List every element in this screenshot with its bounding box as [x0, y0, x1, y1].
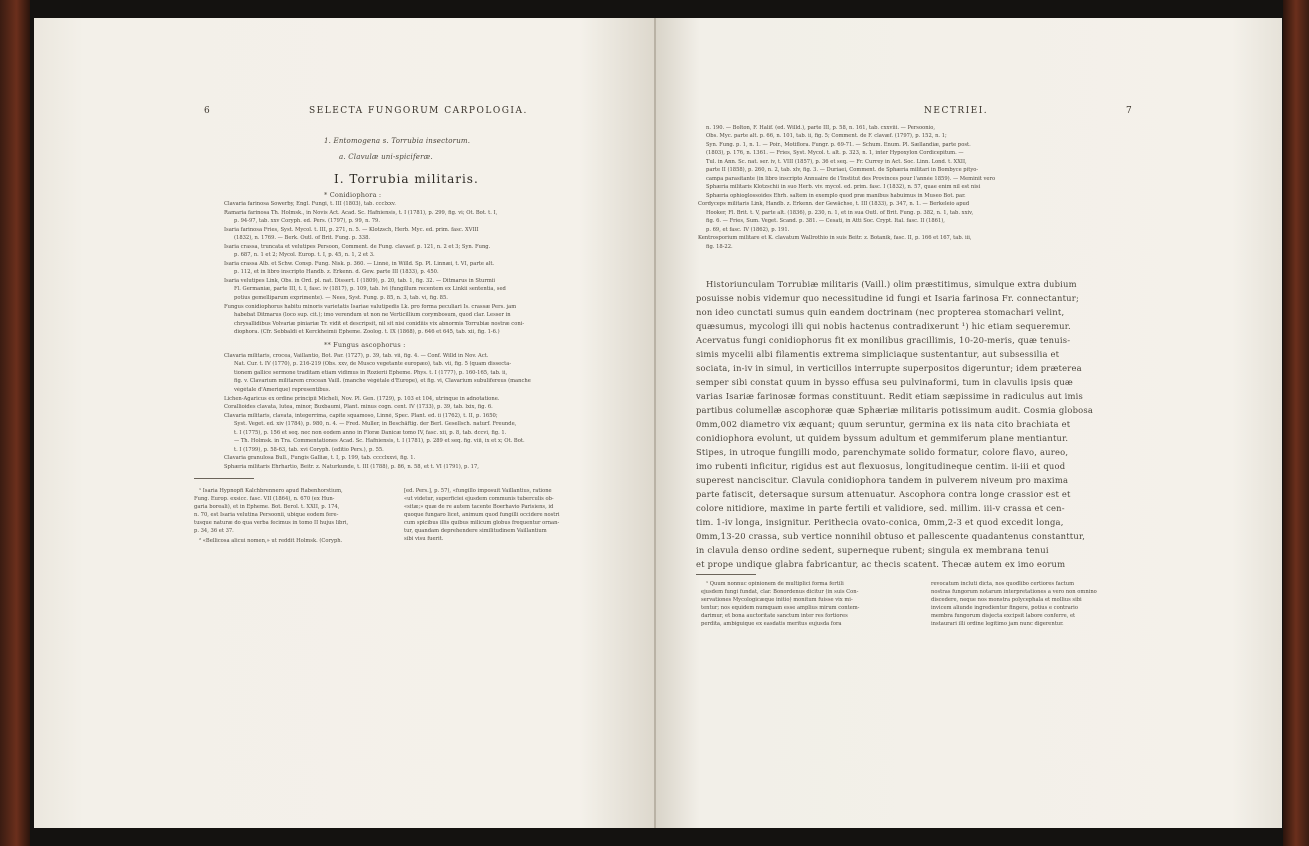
text-line: Cordyceps militaris Link, Handb. z. Erkenn. der Gewächse, t. III (1833), p. 347, n. 1. — Berkeleio apud: [698, 201, 970, 207]
text-line: diophora. (Cfr. Sebbaldi et Kerckheimii Epheme. Zoolog. t. IX (1868), p. 646 et 645, tab. xii, fig. 1-6.): [234, 329, 500, 335]
section-title: I. Torrubia militaris.: [334, 172, 479, 186]
footnote-line: Fung. Europ. exsicc. fasc. VII (1864), n. 670 (ex Hun-: [194, 496, 335, 502]
text-line: Fl. Germaniæ, parte III, t. I, fasc. iv (1817), p. 109, tab. lvi (fungillum recentem ex Linkii sententia, sed: [234, 286, 506, 292]
paragraph-line: superest nanciscitur. Clavula conidiophora tandem in pulverem niveum pro maxima: [696, 475, 1069, 485]
text-line: fig. v. Clavarium militarem crocean Vaill. (manche végétale d'Europe), et fig. vi, Clavarium subulifereus (manche: [234, 378, 531, 384]
text-line: Sphæria ophioglossoides Ehrh. saltem in exemplo quod præ manibus habuimus in Museo Bot. par.: [706, 193, 966, 199]
text-line: — Th. Holmsk. in Tra. Commentationes Acad. Sc. Hafniensis, t. I (1781), p. 289 et seq. fig. viii, ix et x; Ot. Bot.: [234, 438, 525, 444]
paragraph-line: sociata, in-iv in simul, in verticillos interrupte superpositos digeruntur; idem præterea: [696, 363, 1082, 373]
text-line: fig. 6. — Fries, Sum. Veget. Scand. p. 381. — Cesati, in Atti Soc. Crypt. Ital. fasc. II (1861),: [706, 218, 945, 224]
footnote-line: revocatum incluti dicta, nos quodlibo certiores factum: [931, 581, 1074, 587]
footnote-line: servationes Mycologicæque initio) monitum fuisse vix mi-: [701, 597, 853, 603]
text-line: Hooker, Fl. Brit. t. V, parte alt. (1836), p. 230, n. 1, et in sua Outl. of Brit. Fung. p. 382, n. 1, tab. xxiv,: [706, 210, 974, 216]
text-line: Isaria farinosa Fries, Syst. Mycol. t. III, p. 271, n. 5. — Klotzsch, Herb. Myc. ed. prim. fasc. XVIII: [224, 227, 479, 233]
footnote-line: ¹ Quum nonnuc opinionem de multiplici forma fertili: [706, 581, 844, 587]
text-line: potius gemelliparum exprimente). — Nees, Syst. Fung. p. 85, n. 3, tab. vi, fig. 85.: [234, 295, 448, 301]
text-line: n. 190. — Bolton, F. Halif. (ed. Willd.), parte III, p. 58, n. 161, tab. cxxviii. — Persoonio,: [706, 125, 935, 131]
text-line: habebat Ditmarus (loco sup. cit.); imo verendum ut non ne Verticillium corymbosum, quod clar. Lesser in: [234, 312, 511, 318]
text-line: Clavaria farinosa Sowerby, Engl. Fungi, t. III (1803), tab. ccclxxv.: [224, 201, 396, 207]
paragraph-line: imo rubenti inficitur, rigidus est aut flexuosus, longitudineque centim. ii-iii et quod: [696, 461, 1066, 471]
text-line: Isaria crassa, truncata et velutipes Persoon, Comment. de Fung. clavaef. p. 121, n. 2 et 3; Syn. Fung.: [224, 244, 491, 250]
paragraph-line: parte fatiscit, detersaque sursum attenuatur. Ascophora contra longe crassior est et: [696, 489, 1071, 499]
paragraph-line: Acervatus fungi conidiophorus fit ex monilibus gracillimis, 10-20-meris, quæ tenuis-: [696, 335, 1071, 345]
paragraph-line: posuisse nobis videmur quo necessitudine id fungi et Isaria farinosa Fr. connectantur;: [696, 293, 1079, 303]
paragraph-line: 0mm,002 diametro vix æquant; quum seruntur, germina ex iis nata cito brachiata et: [696, 419, 1071, 429]
text-line: p. 112, et in libro inscripto Handb. z. Erkenn. d. Gew. parte III (1833), p. 450.: [234, 269, 439, 275]
text-line: fig. 18-22.: [706, 244, 733, 250]
footnote-line: «sitæ;» quæ de re autem tacente Boerhavio Parisiens, id: [404, 504, 554, 510]
text-line: Ramaria farinosa Th. Holmsk., in Novis Act. Acad. Sc. Hafniensis, t. I (1781), p. 299, fig. vi; Ot. Bot. t. I,: [224, 210, 498, 216]
text-line: Syst. Veget. ed. xiv (1784), p. 980, n. 4. — Fred. Muller, in Beschäftig. der Berl. Gesellsch. naturf. Freunde,: [234, 421, 517, 427]
text-line: parte II (1858), p. 260, n. 2, tab. xlv, fig. 3. — Duriaei, Comment. de Sphæria militari in Bombyce pityo-: [706, 167, 979, 173]
text-line: Obs. Myc. parte alt. p. 66, n. 101, tab. ii, fig. 5; Comment. de F. clavæf. (1797), p. 152, n. 1;: [706, 133, 947, 139]
footnote-line: discedere, neque nos monstra polycephala et mollius sibi: [931, 597, 1082, 603]
text-line: tionem gallice sermone traditam etiam vidimus in Rozierii Epheme. Phys. t. I (1777), p. 160-165, tab. ii,: [234, 370, 508, 376]
text-line: Kentrosporium militare et K. clavatum Wallrothio in suis Beitr. z. Botanik, fasc. II, p. 166 et 167, tab. iii,: [698, 235, 972, 241]
text-line: Lichen-Agaricus ex ordine principii Micheli, Nov. Pl. Gen. (1729), p. 103 et 104, utrinque in adnotatione.: [224, 396, 500, 402]
footnote-line: garia boreali), et in Epheme. Bot. Berol. t. XXII, p. 174,: [194, 504, 340, 510]
footnote-line: nostras fungorum notarum interpretationes a vero non omnino: [931, 589, 1097, 595]
footnote-line: perdita, ambiguique ex easdatis meritus eujusda fora: [701, 621, 842, 627]
text-line: Corallioides clavata, lutea, minor, Buxbaumi, Plant. minus cogn. cent. IV (1733), p. 39, tab. lxix, fig. 6.: [224, 404, 493, 410]
footnote-line: [ed. Pers.], p. 57), «fungillo imposuit Vaillantius, ratione: [404, 488, 552, 494]
paragraph-line: Stipes, in utroque fungilli modo, parenchymate solido formatur, colore flavo, aureo,: [696, 447, 1069, 457]
text-line: Sphæria militaris Klotzschii in suo Herb. viv. mycol. ed. prim. fasc. I (1832), n. 57, quae enim nil est nisi: [706, 184, 981, 190]
paragraph-line: in clavula denso ordine sedent, superneque rubent; singula ex membrana tenui: [696, 545, 1049, 555]
text-line: campa parasitante (in libro inscripto Annuaire de l'Institut des Provinces pour l'année 1859). — Meminit vero: [706, 176, 996, 182]
paragraph-line: simis mycelii albi filamentis extrema simpliciaque sustentantur, aut subsessilia et: [696, 349, 1060, 359]
paragraph-line: et prope undique glabra fabricantur, ac thecis scatent. Thecæ autem ex imo eorum: [696, 559, 1066, 569]
text-line: p. 94-97, tab. xxv Coryph. ed. Pers. (1797), p. 99, n. 79.: [234, 218, 380, 224]
text-line: Clavaria militaris, crocea, Vaillantio, Bot. Par. (1727), p. 39, tab. vii, fig. 4. — Conf. Willd in Nov. Act.: [224, 353, 489, 359]
text-line: chrysallidibus Volvariæ piniariæ Tr. vidit et descripsit, nil sit nisi conidiiis vix abnormis Torrubiæ nostræ coni-: [234, 321, 525, 327]
footnote-line: ² «Bellicosa alicui nomen,» ut reddit Holmsk. (Coryph.: [199, 538, 343, 544]
left-page: [34, 18, 654, 828]
footnote-line: invicem aliunde ingredientur fingere, potius e contrario: [931, 605, 1078, 611]
paragraph-line: conidiophora evolunt, ut quidem byssum adultum et gemmiferum plane mentiantur.: [696, 433, 1069, 443]
paragraph-line: partibus columellæ ascophoræ quæ Sphæriæ militaris potissimum audit. Cosmia globosa: [696, 405, 1094, 415]
paragraph-line: varias Isariæ farinosæ formas constituunt. Redit etiam sæpissime in radiculus aut imis: [696, 391, 1084, 401]
paragraph-line: tim. 1-iv longa, insignitur. Perithecia ovato-conica, 0mm,2-3 et quod excedit longa,: [696, 517, 1064, 527]
text-line: Clavaria granulosa Bull., Fungis Galliæ, t. I, p. 199, tab. cccclxxvi, fig. 1.: [224, 455, 416, 461]
text-line: végétale d'Amerique) representibus.: [234, 387, 331, 393]
text-line: p. 687, n. 1 et 2; Mycol. Europ. t. I, p. 45, n. 1, 2 et 3.: [234, 252, 375, 258]
running-head: NECTRIEI.: [924, 106, 989, 116]
footnote-line: cum spicibus illis quibus milicum globus frequentur ornan-: [404, 520, 560, 526]
paragraph-line: colore nitidiore, maxime in parte fertili et validiore, sed. millim. iii-v crassa et cen-: [696, 503, 1065, 513]
page-number: 6: [204, 106, 210, 116]
footnote-rule: [194, 478, 254, 479]
paragraph-line: quæsumus, mycologi illi qui nobis hactenus contradixerunt ¹) hic etiam sequeremur.: [696, 321, 1071, 331]
footnote-line: n. 70, est Isaria velutina Persoonii, ubique eodem fere-: [194, 512, 339, 518]
subtitle: 1. Entomogena s. Torrubia insectorum.: [324, 137, 471, 145]
footnote-line: darimur, et bona auctoritate sanctum inter res fortiores: [701, 613, 848, 619]
page-number: 7: [1126, 106, 1132, 116]
paragraph-line: non ideo cunctati sumus quin eandem doctrinam (nec propterea stomachari velint,: [696, 307, 1065, 317]
footnote-line: membra fungorum disjecta excipsit labore conferre, et: [931, 613, 1076, 619]
footnote-line: tusque naturæ do qua verba fecimus in tomo II hujus libri,: [194, 520, 349, 526]
text-line: p. 69, et fasc. IV (1862), p. 191.: [706, 227, 790, 233]
text-line: Sphæria militaris Ehrhartio, Beitr. z. Naturkunde, t. III (1788), p. 86, n. 58, et t. VI (1791), p. 17,: [224, 464, 479, 470]
footnote-rule: [696, 574, 756, 575]
text-line: t. I (1799), p. 58-63, tab. xvi Coryph. (editio Pers.), p. 55.: [234, 447, 384, 453]
text-line: Nat. Cur. t. IV (1770), p. 216-219 (Obs. xxv, de Musco vegetante europæo), tab. vii, fig. 5 (quam dissecta-: [234, 361, 512, 367]
paragraph-line: semper sibi constat quum in bysso effusa seu pulvinaformi, tum in clavulis ipsis quæ: [696, 377, 1073, 387]
book-binding-left: [0, 0, 30, 846]
footnote-line: ¹ Isaria Hypnopfi Kalchbrennero apud Rabenhorstium,: [199, 488, 343, 494]
paragraph-line: 0mm,13-20 crassa, sub vertice nonnihil obtuso et pallescente quadantenus constanttur,: [696, 531, 1086, 541]
text-line: Tul. in Ann. Sc. nat. ser. iv, t. VIII (1857), p. 36 et seq. — Fr. Currey in Act. Soc. Linn. Lond. t. XXII,: [706, 159, 967, 165]
paragraph-line: Historiunculam Torrubiæ militaris (Vaill.) olim præstitimus, simulque extra dubium: [706, 279, 1077, 289]
footnote-line: ejusdem fungi fundat, clar. Bonordenus dicitur (in suis Con-: [701, 589, 859, 595]
footnote-line: tur, quandam deprehendere similitudinem Vaillantium: [404, 528, 547, 534]
text-line: Isaria velutipes Link, Obs. in Ord. pl. nat. Dissert. I (1809), p. 20, tab. 1, fig. 32. — Ditmarus in Sturmii: [224, 278, 496, 284]
footnote-line: tentur; nos equidem numquam esse amplius mirum contem-: [701, 605, 860, 611]
text-line: (1803), p. 176, n. 1361. — Fries, Syst. Mycol. t. alt. p. 323, n. 1, inter Hypoxylon Cordicepitum. —: [706, 150, 964, 156]
subsection-label: * Conidiophora :: [324, 191, 382, 199]
book-binding-right: [1283, 0, 1309, 846]
text-line: t. I (1775), p. 156 et seq. nec non eodem anno in Floræ Danicæ tomo IV, fasc. xii, p. 8, tab. dccvi, fig. 1.: [234, 430, 507, 436]
running-head: SELECTA FUNGORUM CARPOLOGIA.: [309, 106, 528, 116]
footnote-line: p. 34, 36 et 37.: [194, 528, 234, 534]
right-page: [656, 18, 1282, 828]
text-line: Syn. Fung. p. 1, n. 1. — Poir., Motiflora. Fungr. p. 69-71. — Schum. Enum. Pl. Sællandiæ, parte post.: [706, 142, 971, 148]
subtitle: a. Clavulæ uni-spiciferæ.: [339, 153, 433, 161]
text-line: (1832), n. 1769. — Berk. Outl. of Brit. Fung. p. 338.: [234, 235, 371, 241]
footnote-line: quoque fungaro licet, animum quod fungilli occidere nostri: [404, 512, 560, 518]
footnote-line: instaurari illi ordine legitimo jam nunc digerentur.: [931, 621, 1064, 627]
text-line: Isaria crassa Alb. et Schw. Consp. Fung. Nisk. p. 360. — Linné, in Willd. Sp. Pl. Linnæi, t. VI, parte alt.: [224, 261, 495, 267]
subsection-label: ** Fungus ascophorus :: [324, 341, 406, 349]
text-line: Clavaria militaris, clavata, integerrima, capite squamoso, Linné, Spec. Plant. ed. ii (1762), t. II, p. 1650;: [224, 413, 498, 419]
footnote-line: sibi visu fuerit.: [404, 536, 444, 542]
text-line: Fungus conidiophorus habitu minoris varietatis Isariae valutipedis Lk. pro forma peculiari Is. crassæ Pers. jam: [224, 304, 517, 310]
footnote-line: «ut videtur, superficiei ejusdem communis tuberculis ob-: [404, 496, 554, 502]
